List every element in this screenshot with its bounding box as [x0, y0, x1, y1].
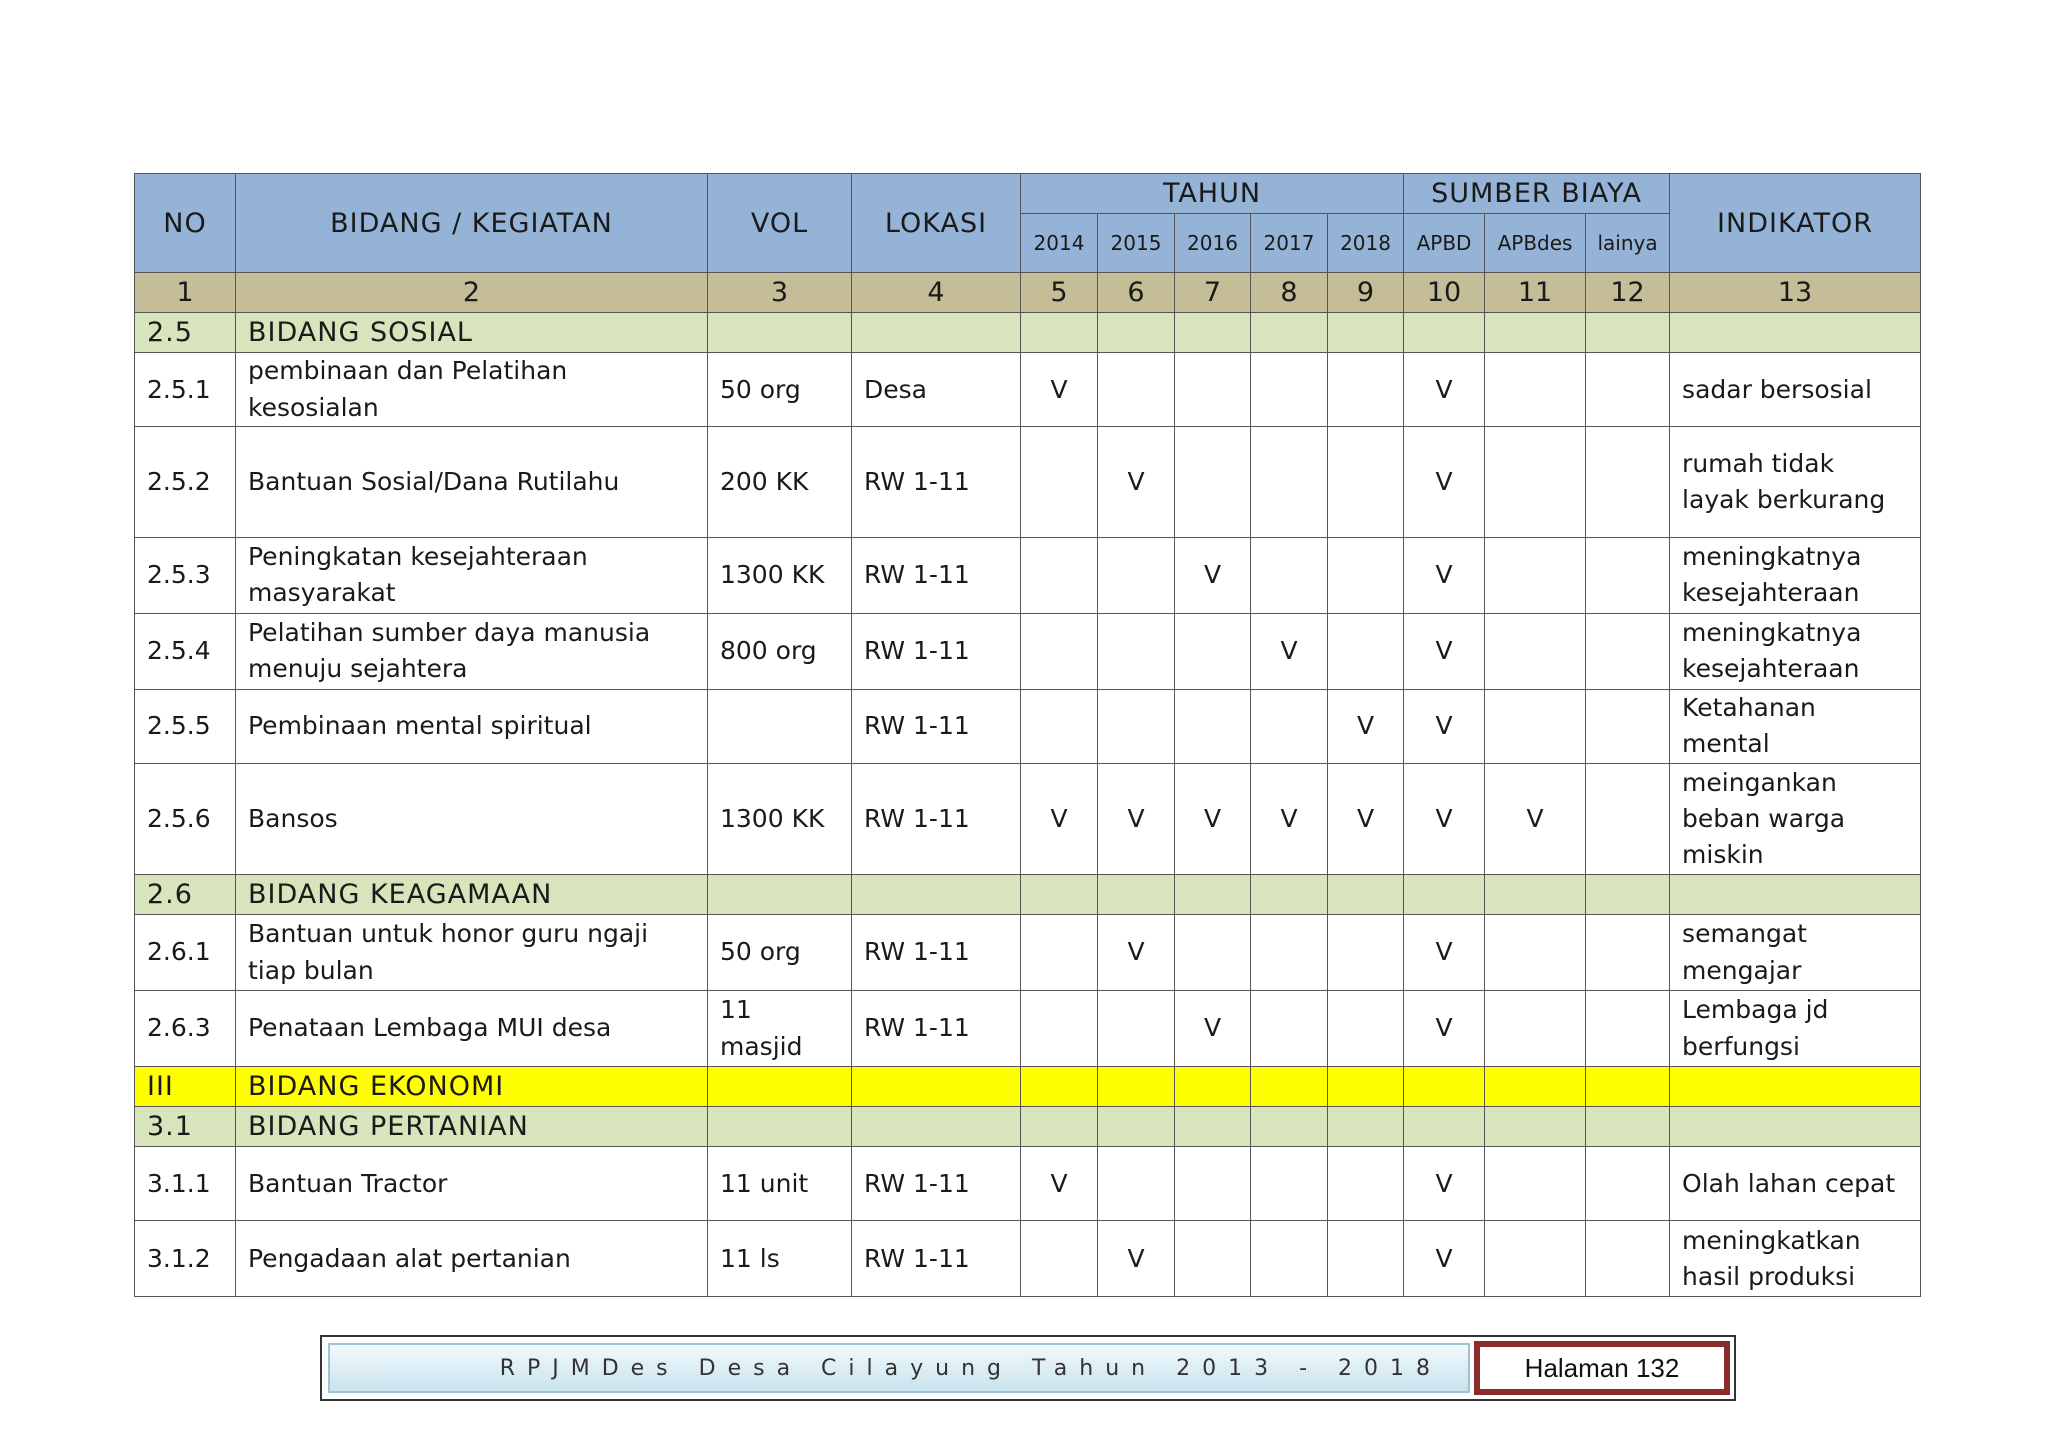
column-number: 11: [1485, 273, 1586, 313]
header-bidang: BIDANG / KEGIATAN: [236, 174, 708, 273]
indikator-cell: semangat mengajar: [1670, 915, 1921, 991]
row-number: 2.5.5: [135, 689, 236, 763]
vol-cell: 11 unit: [708, 1147, 852, 1221]
source-mark-cell: [1485, 426, 1586, 537]
year-mark-cell: [1251, 353, 1328, 427]
vol-cell: 200 KK: [708, 426, 852, 537]
table-row: [135, 426, 1921, 537]
vol-cell: [708, 689, 852, 763]
column-number: 4: [852, 273, 1021, 313]
indikator-cell: meningkatkan hasil produksi: [1670, 1221, 1921, 1297]
header-lokasi: LOKASI: [852, 174, 1021, 273]
year-mark-cell: [1328, 537, 1404, 613]
lokasi-cell: Desa: [852, 353, 1021, 427]
row-number: 2.6.3: [135, 991, 236, 1067]
column-number: 12: [1586, 273, 1670, 313]
indikator-cell: meningkatnya kesejahteraan: [1670, 613, 1921, 689]
year-mark-cell: [1328, 915, 1404, 991]
header-vol: VOL: [708, 174, 852, 273]
year-mark-cell: V: [1175, 537, 1251, 613]
year-mark-cell: V: [1021, 763, 1098, 874]
header-year: 2014: [1021, 214, 1098, 273]
header-indikator: INDIKATOR: [1670, 174, 1921, 273]
year-mark-cell: [1175, 689, 1251, 763]
year-mark-cell: [1175, 426, 1251, 537]
source-mark-cell: [1485, 537, 1586, 613]
empty-cell: [1175, 1067, 1251, 1107]
column-number: 3: [708, 273, 852, 313]
page-footer: [320, 1335, 1736, 1401]
empty-cell: [1251, 874, 1328, 914]
empty-cell: [1098, 874, 1175, 914]
source-mark-cell: V: [1404, 426, 1485, 537]
empty-cell: [1328, 1067, 1404, 1107]
empty-cell: [1485, 1067, 1586, 1107]
empty-cell: [852, 874, 1021, 914]
table-row: [135, 763, 1921, 874]
empty-cell: [1328, 874, 1404, 914]
empty-cell: [1586, 874, 1670, 914]
section-title: BIDANG EKONOMI: [236, 1067, 708, 1107]
row-number: 2.5.1: [135, 353, 236, 427]
year-mark-cell: [1251, 915, 1328, 991]
empty-cell: [1670, 874, 1921, 914]
source-mark-cell: [1586, 1147, 1670, 1221]
column-number: 9: [1328, 273, 1404, 313]
indikator-cell: meingankan beban warga miskin: [1670, 763, 1921, 874]
header-sumber-biaya: SUMBER BIAYA: [1404, 174, 1670, 214]
vol-cell: 50 org: [708, 353, 852, 427]
lokasi-cell: RW 1-11: [852, 763, 1021, 874]
year-mark-cell: [1021, 915, 1098, 991]
kegiatan-cell: Pengadaan alat pertanian: [236, 1221, 708, 1297]
kegiatan-cell: pembinaan dan Pelatihan kesosialan: [236, 353, 708, 427]
year-mark-cell: V: [1021, 353, 1098, 427]
year-mark-cell: [1098, 991, 1175, 1067]
column-number: 7: [1175, 273, 1251, 313]
empty-cell: [1586, 1067, 1670, 1107]
section-number: 3.1: [135, 1107, 236, 1147]
year-mark-cell: [1098, 537, 1175, 613]
year-mark-cell: [1251, 1221, 1328, 1297]
section-title: BIDANG PERTANIAN: [236, 1107, 708, 1147]
indikator-cell: Ketahanan mental: [1670, 689, 1921, 763]
year-mark-cell: [1021, 689, 1098, 763]
lokasi-cell: RW 1-11: [852, 1147, 1021, 1221]
year-mark-cell: [1175, 353, 1251, 427]
empty-cell: [1670, 1107, 1921, 1147]
empty-cell: [1670, 1067, 1921, 1107]
source-mark-cell: [1586, 763, 1670, 874]
lokasi-cell: RW 1-11: [852, 537, 1021, 613]
header-year: 2016: [1175, 214, 1251, 273]
source-mark-cell: [1586, 353, 1670, 427]
empty-cell: [1328, 313, 1404, 353]
section-title: BIDANG KEAGAMAAN: [236, 874, 708, 914]
year-mark-cell: [1021, 613, 1098, 689]
empty-cell: [1175, 874, 1251, 914]
empty-cell: [1586, 1107, 1670, 1147]
empty-cell: [708, 874, 852, 914]
section-number: 2.6: [135, 874, 236, 914]
section-row: [135, 1107, 1921, 1147]
source-mark-cell: V: [1404, 613, 1485, 689]
indikator-cell: sadar bersosial: [1670, 353, 1921, 427]
source-mark-cell: [1485, 1221, 1586, 1297]
empty-cell: [708, 1107, 852, 1147]
year-mark-cell: [1328, 1147, 1404, 1221]
empty-cell: [1485, 313, 1586, 353]
empty-cell: [1586, 313, 1670, 353]
lokasi-cell: RW 1-11: [852, 426, 1021, 537]
source-mark-cell: [1485, 1147, 1586, 1221]
year-mark-cell: [1021, 991, 1098, 1067]
year-mark-cell: [1175, 1221, 1251, 1297]
header-year: 2015: [1098, 214, 1175, 273]
header-year: 2017: [1251, 214, 1328, 273]
header-no: NO: [135, 174, 236, 273]
year-mark-cell: V: [1175, 763, 1251, 874]
indikator-cell: Lembaga jd berfungsi: [1670, 991, 1921, 1067]
empty-cell: [1098, 1067, 1175, 1107]
year-mark-cell: [1251, 1147, 1328, 1221]
table-row: [135, 1221, 1921, 1297]
year-mark-cell: V: [1098, 1221, 1175, 1297]
section-number: III: [135, 1067, 236, 1107]
row-number: 2.5.4: [135, 613, 236, 689]
source-mark-cell: V: [1404, 1147, 1485, 1221]
indikator-cell: Olah lahan cepat: [1670, 1147, 1921, 1221]
year-mark-cell: V: [1251, 613, 1328, 689]
kegiatan-cell: Bantuan Tractor: [236, 1147, 708, 1221]
empty-cell: [852, 313, 1021, 353]
column-number-row: [135, 273, 1921, 313]
year-mark-cell: [1251, 991, 1328, 1067]
source-mark-cell: [1586, 426, 1670, 537]
source-mark-cell: V: [1404, 537, 1485, 613]
empty-cell: [852, 1107, 1021, 1147]
header-row: [135, 174, 1921, 214]
year-mark-cell: [1328, 613, 1404, 689]
source-mark-cell: V: [1404, 763, 1485, 874]
source-mark-cell: V: [1404, 991, 1485, 1067]
lokasi-cell: RW 1-11: [852, 689, 1021, 763]
vol-cell: 11 ls: [708, 1221, 852, 1297]
year-mark-cell: [1021, 426, 1098, 537]
source-mark-cell: [1485, 353, 1586, 427]
table-row: [135, 991, 1921, 1067]
year-mark-cell: [1175, 915, 1251, 991]
source-mark-cell: V: [1404, 689, 1485, 763]
indikator-cell: rumah tidak layak berkurang: [1670, 426, 1921, 537]
year-mark-cell: [1251, 426, 1328, 537]
source-mark-cell: V: [1404, 353, 1485, 427]
year-mark-cell: V: [1098, 915, 1175, 991]
lokasi-cell: RW 1-11: [852, 991, 1021, 1067]
empty-cell: [1485, 1107, 1586, 1147]
row-number: 2.5.6: [135, 763, 236, 874]
empty-cell: [1175, 313, 1251, 353]
section-row: [135, 313, 1921, 353]
year-mark-cell: [1021, 537, 1098, 613]
empty-cell: [1021, 1107, 1098, 1147]
year-mark-cell: V: [1328, 763, 1404, 874]
empty-cell: [1098, 313, 1175, 353]
empty-cell: [1021, 1067, 1098, 1107]
empty-cell: [1485, 874, 1586, 914]
header-tahun: TAHUN: [1021, 174, 1404, 214]
header-source: APBdes: [1485, 214, 1586, 273]
header-year: 2018: [1328, 214, 1404, 273]
empty-cell: [1404, 1107, 1485, 1147]
empty-cell: [1251, 313, 1328, 353]
year-mark-cell: [1098, 353, 1175, 427]
vol-cell: 50 org: [708, 915, 852, 991]
source-mark-cell: [1485, 613, 1586, 689]
empty-cell: [1175, 1107, 1251, 1147]
year-mark-cell: V: [1098, 763, 1175, 874]
main-section-row: [135, 1067, 1921, 1107]
empty-cell: [1328, 1107, 1404, 1147]
year-mark-cell: V: [1251, 763, 1328, 874]
section-number: 2.5: [135, 313, 236, 353]
source-mark-cell: V: [1404, 1221, 1485, 1297]
year-mark-cell: V: [1098, 426, 1175, 537]
year-mark-cell: [1098, 1147, 1175, 1221]
column-number: 1: [135, 273, 236, 313]
empty-cell: [708, 1067, 852, 1107]
column-number: 8: [1251, 273, 1328, 313]
source-mark-cell: [1586, 689, 1670, 763]
header-source: lainya: [1586, 214, 1670, 273]
lokasi-cell: RW 1-11: [852, 613, 1021, 689]
source-mark-cell: V: [1404, 915, 1485, 991]
empty-cell: [1021, 874, 1098, 914]
source-mark-cell: [1586, 991, 1670, 1067]
empty-cell: [1404, 1067, 1485, 1107]
year-mark-cell: [1021, 1221, 1098, 1297]
column-number: 5: [1021, 273, 1098, 313]
year-mark-cell: [1175, 1147, 1251, 1221]
row-number: 2.5.2: [135, 426, 236, 537]
empty-cell: [1251, 1107, 1328, 1147]
indikator-cell: meningkatnya kesejahteraan: [1670, 537, 1921, 613]
empty-cell: [852, 1067, 1021, 1107]
year-mark-cell: [1098, 613, 1175, 689]
empty-cell: [1098, 1107, 1175, 1147]
kegiatan-cell: Pelatihan sumber daya manusia menuju sejahtera: [236, 613, 708, 689]
header-source: APBD: [1404, 214, 1485, 273]
source-mark-cell: [1485, 689, 1586, 763]
section-title: BIDANG SOSIAL: [236, 313, 708, 353]
source-mark-cell: [1586, 537, 1670, 613]
source-mark-cell: [1586, 915, 1670, 991]
vol-cell: 800 org: [708, 613, 852, 689]
source-mark-cell: [1485, 915, 1586, 991]
page-number: Halaman 132: [1474, 1341, 1730, 1395]
column-number: 10: [1404, 273, 1485, 313]
year-mark-cell: [1251, 689, 1328, 763]
year-mark-cell: [1328, 426, 1404, 537]
empty-cell: [1021, 313, 1098, 353]
year-mark-cell: V: [1328, 689, 1404, 763]
program-table: [134, 173, 1921, 1297]
kegiatan-cell: Bantuan untuk honor guru ngaji tiap bulan: [236, 915, 708, 991]
source-mark-cell: [1586, 613, 1670, 689]
kegiatan-cell: Peningkatan kesejahteraan masyarakat: [236, 537, 708, 613]
empty-cell: [1404, 313, 1485, 353]
year-mark-cell: V: [1021, 1147, 1098, 1221]
column-number: 13: [1670, 273, 1921, 313]
table-row: [135, 915, 1921, 991]
year-mark-cell: V: [1175, 991, 1251, 1067]
row-number: 3.1.1: [135, 1147, 236, 1221]
table-row: [135, 1147, 1921, 1221]
empty-cell: [1251, 1067, 1328, 1107]
source-mark-cell: [1586, 1221, 1670, 1297]
year-mark-cell: [1098, 689, 1175, 763]
column-number: 2: [236, 273, 708, 313]
empty-cell: [708, 313, 852, 353]
row-number: 3.1.2: [135, 1221, 236, 1297]
lokasi-cell: RW 1-11: [852, 1221, 1021, 1297]
footer-title: RPJMDes Desa Cilayung Tahun 2013 - 2018: [328, 1343, 1470, 1393]
table-row: [135, 613, 1921, 689]
vol-cell: 11 masjid: [708, 991, 852, 1067]
kegiatan-cell: Penataan Lembaga MUI desa: [236, 991, 708, 1067]
row-number: 2.6.1: [135, 915, 236, 991]
table-row: [135, 353, 1921, 427]
year-mark-cell: [1328, 991, 1404, 1067]
kegiatan-cell: Bantuan Sosial/Dana Rutilahu: [236, 426, 708, 537]
year-mark-cell: [1328, 353, 1404, 427]
year-mark-cell: [1251, 537, 1328, 613]
kegiatan-cell: Pembinaan mental spiritual: [236, 689, 708, 763]
year-mark-cell: [1328, 1221, 1404, 1297]
vol-cell: 1300 KK: [708, 763, 852, 874]
table-row: [135, 689, 1921, 763]
table-row: [135, 537, 1921, 613]
source-mark-cell: [1485, 991, 1586, 1067]
section-row: [135, 874, 1921, 914]
source-mark-cell: V: [1485, 763, 1586, 874]
empty-cell: [1404, 874, 1485, 914]
kegiatan-cell: Bansos: [236, 763, 708, 874]
vol-cell: 1300 KK: [708, 537, 852, 613]
lokasi-cell: RW 1-11: [852, 915, 1021, 991]
year-mark-cell: [1175, 613, 1251, 689]
empty-cell: [1670, 313, 1921, 353]
column-number: 6: [1098, 273, 1175, 313]
row-number: 2.5.3: [135, 537, 236, 613]
